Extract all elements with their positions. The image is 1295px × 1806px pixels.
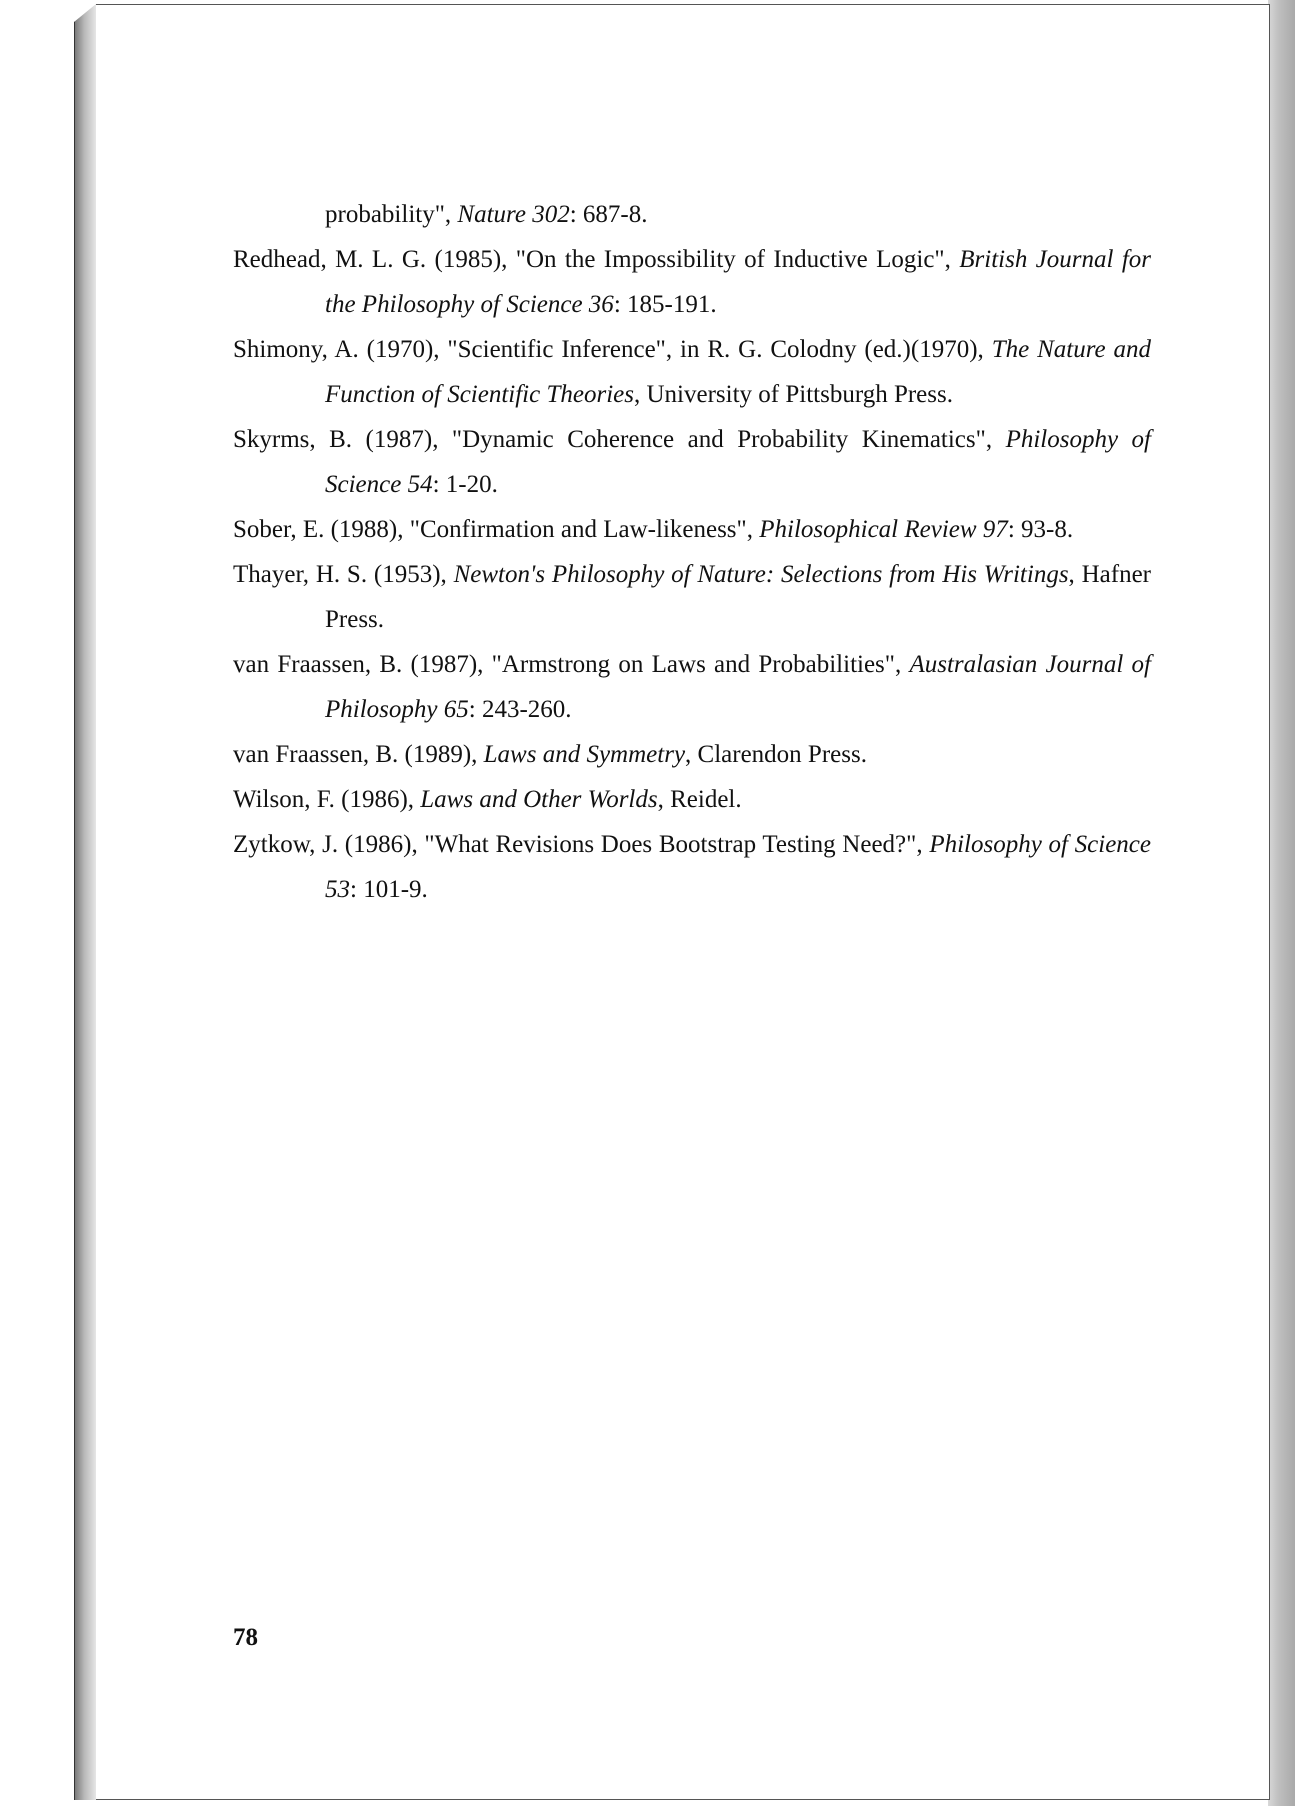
reference-entry [233,417,1151,507]
reference-title: Philosophical Review 97 [759,516,1008,543]
reference-entry [233,507,1151,552]
reference-entry [233,327,1151,417]
reference-text: , University of Pittsburgh Press. [633,381,953,408]
reference-entry [233,777,1151,822]
reference-title: Nature 302 [457,201,570,228]
reference-text: Wilson, F. (1986), [233,786,421,813]
reference-text: Sober, E. (1988), "Confirmation and Law-likeness", [233,516,760,543]
reference-title: Laws and Other Worlds [420,786,658,813]
reference-title: The Nature and Function of Scientific Theories [325,336,1151,408]
reference-entry [233,642,1151,732]
reference-title: Philosophy of Science 53 [325,831,1151,903]
reference-entry [233,237,1151,327]
reference-text: Zytkow, J. (1986), "What Revisions Does Bootstrap Testing Need?", [233,831,930,858]
reference-text: van Fraassen, B. (1989), [233,741,484,768]
reference-title: British Journal for the Philosophy of Science 36 [325,246,1152,318]
reference-entry [233,732,1151,777]
reference-text: , Reidel. [657,786,742,813]
reference-text: : 687-8. [569,201,648,228]
reference-text: Thayer, H. S. (1953), [233,561,454,588]
reference-continuation [233,192,1151,237]
reference-entry [233,552,1151,642]
reference-list [233,192,1151,912]
reference-text: , Clarendon Press. [685,741,867,768]
reference-title: Laws and Symmetry [483,741,686,768]
reference-title: Newton's Philosophy of Nature: Selections from His Writings [453,561,1069,588]
page-binding-edge [74,4,96,1800]
page-edge-shadow [1268,0,1295,1806]
reference-text: : 185-191. [613,291,717,318]
reference-text: : 93-8. [1007,516,1074,543]
reference-text: : 101-9. [350,876,428,903]
reference-text: Redhead, M. L. G. (1985), "On the Impossibility of Inductive Logic", [233,246,960,273]
page-corner [74,4,96,22]
reference-text: Shimony, A. (1970), "Scientific Inference", in R. G. Colodny (ed.)(1970), [233,336,992,363]
reference-text: , Hafner Press. [325,561,1151,633]
reference-text: : 1-20. [432,471,498,498]
reference-text: probability", [325,201,458,228]
reference-text: van Fraassen, B. (1987), "Armstrong on Laws and Probabilities", [233,651,910,678]
reference-title: Philosophy of Science 54 [325,426,1151,498]
reference-text: Skyrms, B. (1987), "Dynamic Coherence and Probability Kinematics", [233,426,1006,453]
reference-text: : 243-260. [468,696,572,723]
reference-entry [233,822,1151,912]
reference-title: Australasian Journal of Philosophy 65 [325,651,1151,723]
page-number: 78 [233,1624,258,1651]
